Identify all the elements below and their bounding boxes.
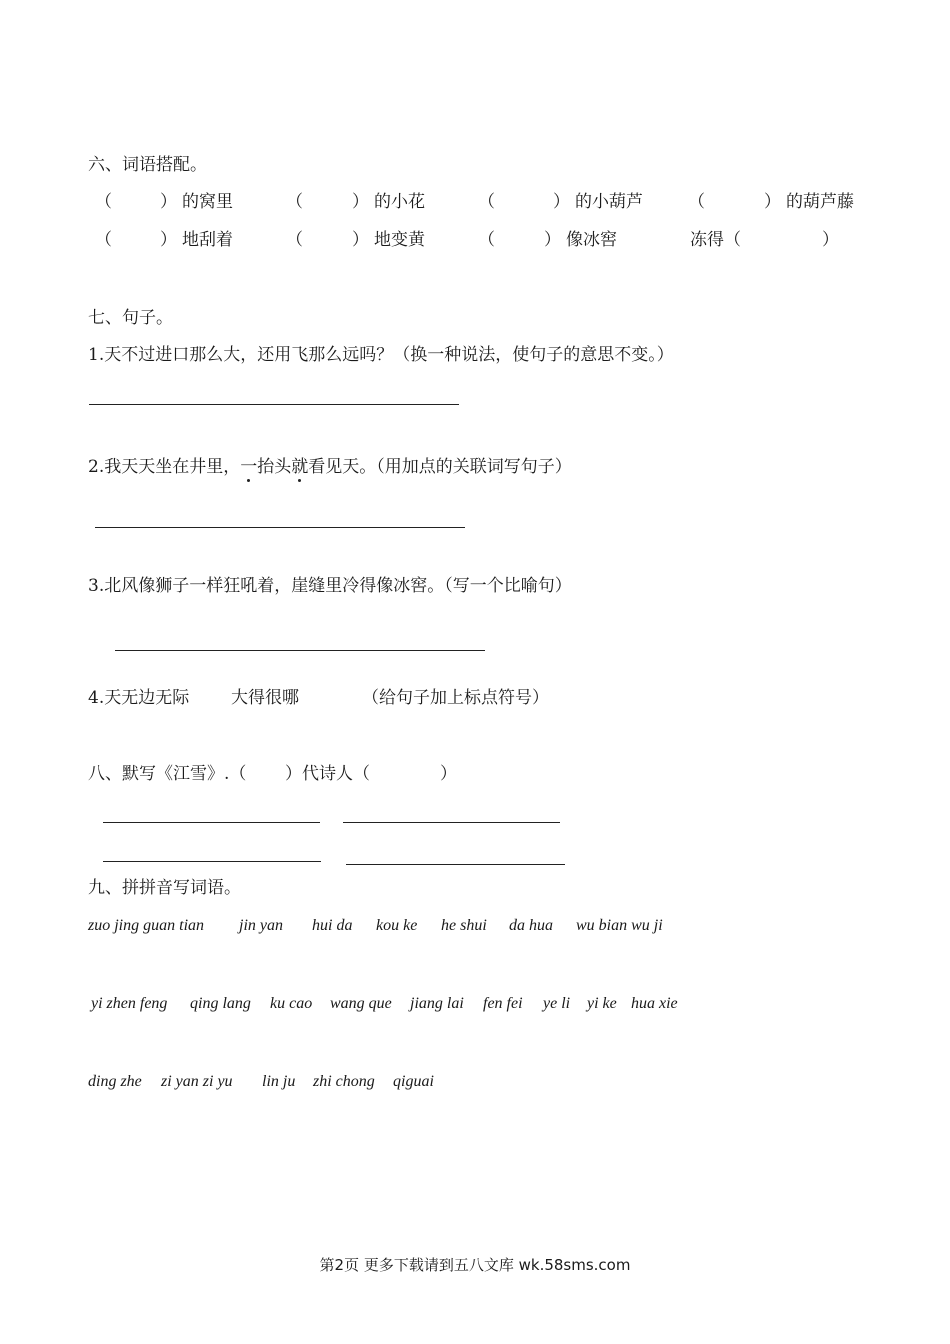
pinyin-item: yi ke	[587, 995, 617, 1012]
pinyin-item: hua xie	[631, 995, 678, 1012]
question-3: 3.北风像狮子一样狂吼着，崖缝里冷得像冰窖。（写一个比喻句）	[88, 576, 572, 596]
q2-mid: 抬头	[257, 457, 292, 477]
blank-open: （	[95, 230, 112, 250]
poem-line-1[interactable]	[103, 822, 320, 823]
blank-open: 冻得（	[690, 230, 741, 250]
emphasis-char-2: 就	[291, 457, 308, 477]
pinyin-item: jiang lai	[410, 995, 464, 1012]
pinyin-item: he shui	[441, 917, 487, 934]
section6-title: 六、词语搭配。	[88, 155, 207, 175]
blank-close: ）	[764, 192, 781, 212]
match-word: 的葫芦藤	[786, 192, 854, 212]
answer-line-2[interactable]	[95, 527, 465, 528]
pinyin-item: ding zhe	[88, 1073, 142, 1090]
blank-open: （	[95, 192, 112, 212]
answer-line-1[interactable]	[89, 404, 459, 405]
poem-line-2[interactable]	[343, 822, 560, 823]
pinyin-item: qing lang	[190, 995, 251, 1012]
pinyin-item: lin ju	[262, 1073, 296, 1090]
emphasis-dot	[247, 479, 250, 482]
question-2	[88, 459, 572, 476]
pinyin-item: jin yan	[239, 917, 283, 934]
page-footer: 第2页 更多下载请到五八文库 wk.58sms.com	[319, 1256, 631, 1274]
poem-title: 八、默写《江雪》.（	[88, 764, 247, 784]
pinyin-item: yi zhen feng	[91, 995, 168, 1012]
pinyin-item: wu bian wu ji	[576, 917, 663, 934]
blank-close: ）	[160, 192, 177, 212]
answer-line-3[interactable]	[115, 650, 485, 651]
poet-label: ）代诗人（	[285, 764, 370, 784]
match-word: 的小花	[374, 192, 425, 212]
blank-close: ）	[822, 230, 839, 250]
match-word: 地刮着	[182, 230, 233, 250]
match-word: 的窝里	[182, 192, 233, 212]
question-1: 1.天不过进口那么大，还用飞那么远吗？（换一种说法，使句子的意思不变。）	[88, 345, 674, 365]
emphasis-char-1: 一	[240, 457, 257, 477]
poem-line-4[interactable]	[346, 864, 565, 865]
pinyin-item: zi yan zi yu	[161, 1073, 233, 1090]
pinyin-item: fen fei	[483, 995, 523, 1012]
poem-line-3[interactable]	[103, 861, 321, 862]
pinyin-item: wang que	[330, 995, 392, 1012]
q4-part-b: 大得很哪	[231, 688, 299, 708]
section9-title: 九、拼拼音写词语。	[88, 878, 241, 898]
blank-open: （	[478, 192, 495, 212]
match-word: 的小葫芦	[575, 192, 643, 212]
blank-close: ）	[553, 192, 570, 212]
blank-close: ）	[352, 192, 369, 212]
pinyin-item: zhi chong	[313, 1073, 375, 1090]
pinyin-item: qiguai	[393, 1073, 434, 1090]
q2-suffix: 看见天。（用加点的关联词写句子）	[308, 457, 572, 477]
blank-open: （	[286, 192, 303, 212]
pinyin-item: da hua	[509, 917, 553, 934]
blank-close: ）	[160, 230, 177, 250]
blank-open: （	[478, 230, 495, 250]
pinyin-item: ku cao	[270, 995, 313, 1012]
blank-open: （	[286, 230, 303, 250]
pinyin-item: kou ke	[376, 917, 418, 934]
poet-close: ）	[440, 764, 457, 784]
match-word: 像冰窖	[566, 230, 617, 250]
pinyin-item: zuo jing guan tian	[88, 917, 205, 934]
section7-title: 七、句子。	[88, 308, 173, 328]
blank-open: （	[688, 192, 705, 212]
blank-close: ）	[352, 230, 369, 250]
q4-instruction: （给句子加上标点符号）	[362, 688, 549, 708]
q2-prefix: 2.我天天坐在井里，	[88, 457, 241, 477]
blank-close: ）	[544, 230, 561, 250]
pinyin-item: ye li	[543, 995, 571, 1012]
pinyin-item: hui da	[312, 917, 353, 934]
match-word: 地变黄	[374, 230, 425, 250]
emphasis-dot	[298, 479, 301, 482]
q4-part-a: 4.天无边无际	[88, 688, 190, 708]
